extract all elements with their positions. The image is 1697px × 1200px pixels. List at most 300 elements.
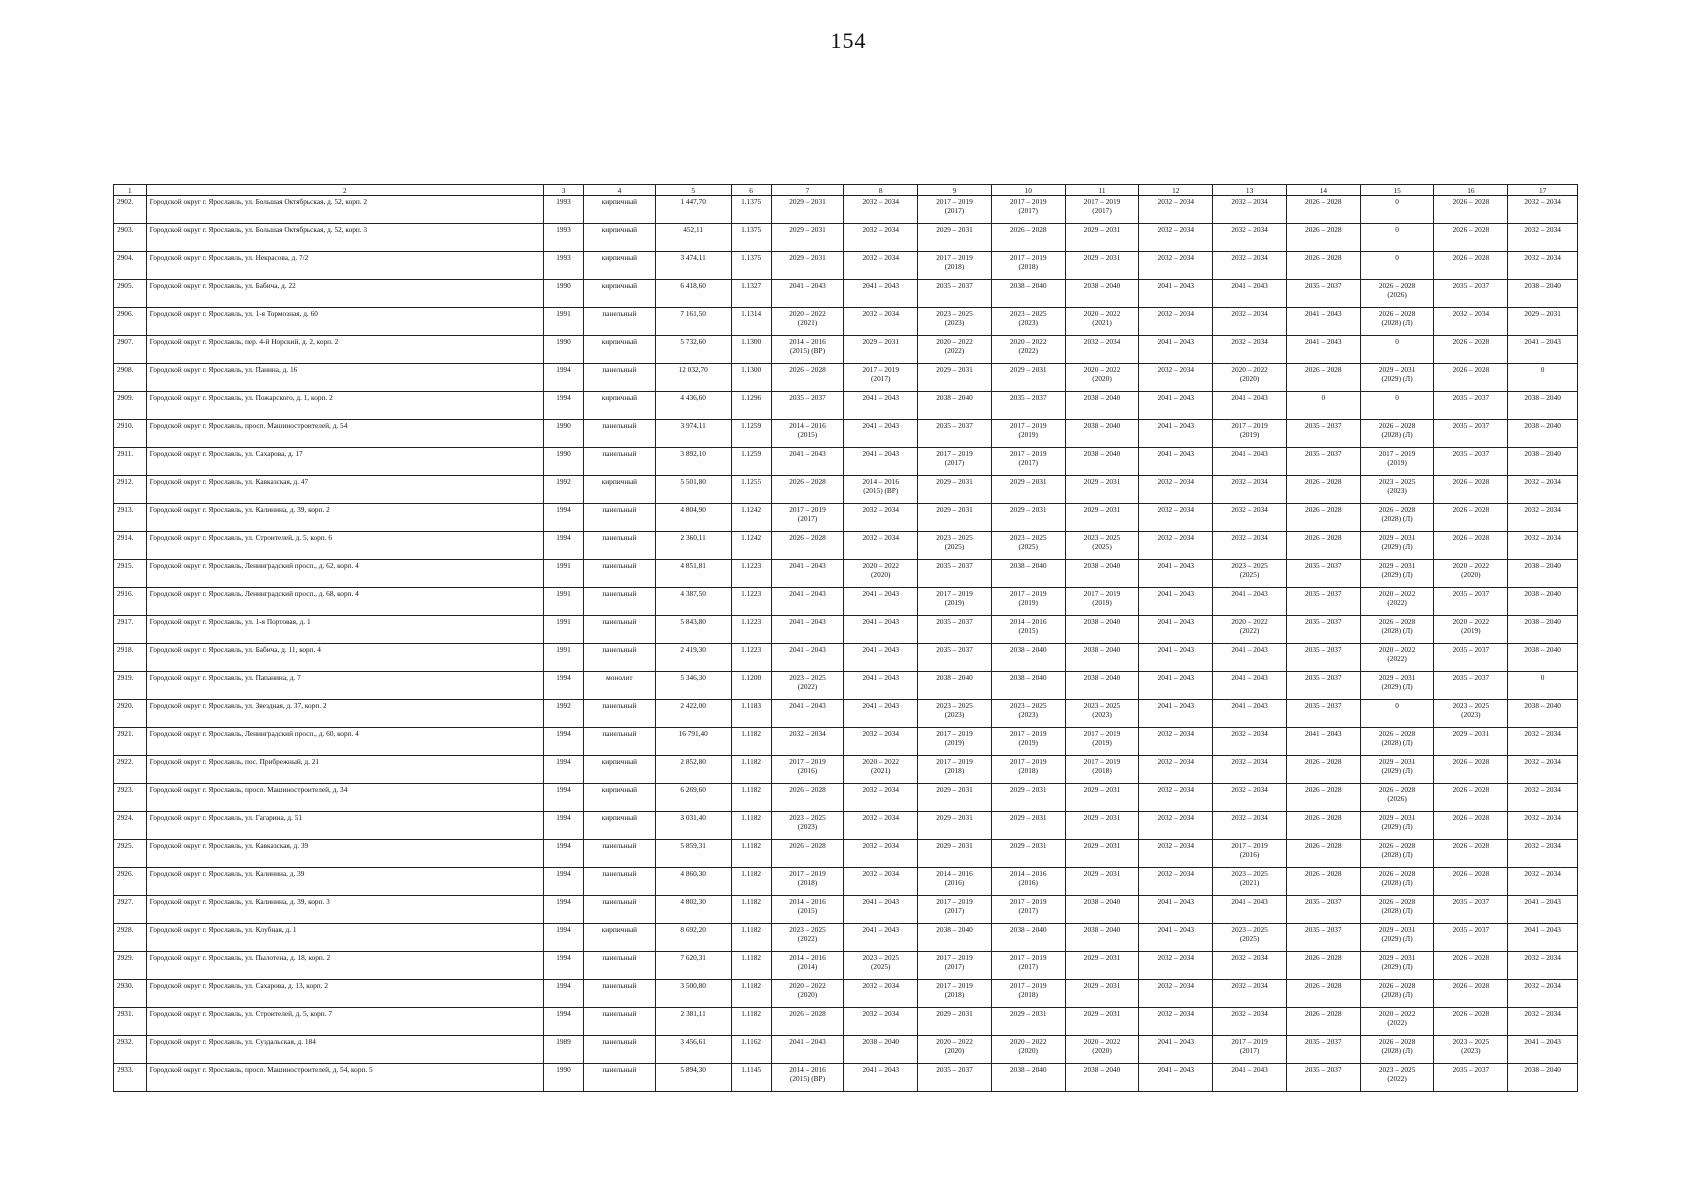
table-cell: 1991 [544,308,584,336]
address-cell: Городской округ г. Ярославль, ул. Сахарова, д. 13, корп. 2 [146,980,543,1008]
table-cell: панельный [584,896,656,924]
address-cell: Городской округ г. Ярославль, ул. Панина, д. 16 [146,364,543,392]
table-cell: 2023 – 2025 (2022) [771,924,844,952]
table-cell: 0 [1508,364,1578,392]
table-cell: 2035 – 2037 [1286,700,1360,728]
address-cell: Городской округ г. Ярославль, ул. Бабича, д. 11, корп. 4 [146,644,543,672]
address-cell: Городской округ г. Ярославль, просп. Машиностроителей, д. 34 [146,784,543,812]
table-cell: 2041 – 2043 [1213,644,1287,672]
table-cell: 1993 [544,196,584,224]
table-cell: 2020 – 2022 (2022) [1213,616,1287,644]
table-cell: 2026 – 2028 [1286,784,1360,812]
table-cell: 2038 – 2040 [918,392,992,420]
table-cell: 2038 – 2040 [844,1036,918,1064]
table-cell: 2014 – 2016 (2015) (ВР) [844,476,918,504]
table-cell: 5 501,80 [655,476,731,504]
table-cell: 2029 – 2031 [991,476,1065,504]
table-cell: 1.1200 [731,672,771,700]
table-row [114,896,1578,924]
table-cell: 2026 – 2028 (2028) (Л) [1360,896,1434,924]
table-cell: панельный [584,700,656,728]
table-row [114,980,1578,1008]
table-cell: кирпичный [584,224,656,252]
table-row [114,924,1578,952]
table-cell: 2020 – 2022 (2019) [1434,616,1508,644]
table-row [114,728,1578,756]
table-cell: 2026 – 2028 [1286,504,1360,532]
table-cell: панельный [584,420,656,448]
table-cell: 2014 – 2016 (2016) [918,868,992,896]
address-cell: Городской округ г. Ярославль, ул. Калинина, д. 39, корп. 2 [146,504,543,532]
table-cell: 0 [1360,224,1434,252]
table-cell: 0 [1360,336,1434,364]
table-cell: панельный [584,868,656,896]
table-cell: 2038 – 2040 [1508,588,1578,616]
table-cell: кирпичный [584,280,656,308]
address-cell: Городской округ г. Ярославль, ул. Калинина, д. 39, корп. 3 [146,896,543,924]
table-cell: 2023 – 2025 (2023) [771,812,844,840]
row-number-cell: 2919. [114,672,147,700]
table-row [114,868,1578,896]
table-cell: 2035 – 2037 [1434,896,1508,924]
table-cell: 2017 – 2019 (2019) [991,588,1065,616]
table-cell: 2017 – 2019 (2018) [771,868,844,896]
table-cell: 2026 – 2028 [771,784,844,812]
table-cell: 2017 – 2019 (2018) [918,756,992,784]
table-cell: 2032 – 2034 [844,504,918,532]
table-cell: 2026 – 2028 [771,1008,844,1036]
table-cell: 2038 – 2040 [991,924,1065,952]
table-row [114,812,1578,840]
table-cell: 1.1327 [731,280,771,308]
table-cell: 2032 – 2034 [1213,756,1287,784]
table-cell: 2029 – 2031 [1065,224,1139,252]
table-cell: 2023 – 2025 (2023) [918,308,992,336]
table-cell: 2017 – 2019 (2019) [991,728,1065,756]
table-cell: 2026 – 2028 [1286,840,1360,868]
table-cell: 2035 – 2037 [1286,896,1360,924]
table-cell: 1.1259 [731,420,771,448]
column-header: 15 [1360,185,1434,196]
table-cell: 2038 – 2040 [1508,644,1578,672]
header-row [114,185,1578,196]
table-cell: 2014 – 2016 (2014) [771,952,844,980]
column-header: 3 [544,185,584,196]
table-cell: 2032 – 2034 [1213,952,1287,980]
table-cell: 2026 – 2028 [1434,532,1508,560]
row-number-cell: 2910. [114,420,147,448]
table-cell: 2026 – 2028 [1286,364,1360,392]
table-cell: 2020 – 2022 (2021) [1065,308,1139,336]
page-number: 154 [830,28,867,53]
table-cell: 2029 – 2031 [1065,504,1139,532]
column-header: 9 [918,185,992,196]
table-cell: 2041 – 2043 [844,672,918,700]
table-cell: 2035 – 2037 [1286,420,1360,448]
row-number-cell: 2933. [114,1064,147,1092]
table-cell: 2038 – 2040 [991,672,1065,700]
table-row [114,196,1578,224]
table-cell: 2032 – 2034 [844,812,918,840]
row-number-cell: 2915. [114,560,147,588]
table-cell: 2014 – 2016 (2015) (ВР) [771,1064,844,1092]
address-cell: Городской округ г. Ярославль, ул. Некрасова, д. 7/2 [146,252,543,280]
table-cell: панельный [584,588,656,616]
table-cell: 0 [1360,392,1434,420]
table-cell: 1.1300 [731,364,771,392]
table-cell: 1994 [544,924,584,952]
table-cell: 2029 – 2031 (2029) (Л) [1360,812,1434,840]
table-cell: 2038 – 2040 [1508,560,1578,588]
table-cell: 2035 – 2037 [1286,588,1360,616]
table-cell: 2032 – 2034 [844,252,918,280]
table-cell: 2029 – 2031 (2029) (Л) [1360,952,1434,980]
table-cell: 2035 – 2037 [1434,448,1508,476]
table-row [114,252,1578,280]
table-row [114,224,1578,252]
row-number-cell: 2923. [114,784,147,812]
table-cell: 2017 – 2019 (2018) [918,252,992,280]
address-cell: Городской округ г. Ярославль, ул. Большая Октябрьская, д. 52, корп. 3 [146,224,543,252]
table-cell: 2041 – 2043 [1139,420,1213,448]
table-cell: 1.1162 [731,1036,771,1064]
table-cell: 1994 [544,504,584,532]
table-cell: 2029 – 2031 [1065,868,1139,896]
table-cell: 2026 – 2028 [771,840,844,868]
table-cell: 2041 – 2043 [1213,672,1287,700]
table-cell: кирпичный [584,392,656,420]
table-cell: 2029 – 2031 [991,364,1065,392]
table-row [114,364,1578,392]
table-cell: 2032 – 2034 [1434,308,1508,336]
table-cell: 2029 – 2031 [918,812,992,840]
table-cell: 1.1182 [731,924,771,952]
table-cell: 2041 – 2043 [1508,896,1578,924]
table-cell: 2035 – 2037 [918,616,992,644]
table-cell: 2032 – 2034 [1213,1008,1287,1036]
table-cell: 2029 – 2031 [1065,252,1139,280]
table-cell: панельный [584,448,656,476]
address-cell: Городской округ г. Ярославль, ул. Большая Октябрьская, д. 52, корп. 2 [146,196,543,224]
table-cell: 2026 – 2028 (2028) (Л) [1360,868,1434,896]
row-number-cell: 2914. [114,532,147,560]
table-cell: 2017 – 2019 (2018) [991,980,1065,1008]
table-cell: 2032 – 2034 [1065,336,1139,364]
table-cell: 3 500,80 [655,980,731,1008]
table-cell: 2026 – 2028 (2028) (Л) [1360,840,1434,868]
table-cell: 2 381,11 [655,1008,731,1036]
table-cell: 1.1182 [731,840,771,868]
column-header: 14 [1286,185,1360,196]
column-header: 11 [1065,185,1139,196]
table-cell: 2026 – 2028 [771,364,844,392]
table-cell: 0 [1360,700,1434,728]
table-cell: панельный [584,980,656,1008]
table-cell: 2038 – 2040 [1508,280,1578,308]
table-cell: 2041 – 2043 [844,588,918,616]
table-cell: 2 422,00 [655,700,731,728]
row-number-cell: 2913. [114,504,147,532]
table-cell: 2029 – 2031 [1065,784,1139,812]
table-cell: 2029 – 2031 (2029) (Л) [1360,560,1434,588]
table-cell: 2014 – 2016 (2016) [991,868,1065,896]
table-cell: 1994 [544,840,584,868]
table-cell: 2029 – 2031 [991,1008,1065,1036]
table-cell: 2032 – 2034 [1139,224,1213,252]
table-row [114,616,1578,644]
table-cell: 1.1182 [731,756,771,784]
table-cell: 2038 – 2040 [1065,616,1139,644]
table-cell: 2032 – 2034 [844,728,918,756]
table-cell: 1.1182 [731,980,771,1008]
table-cell: 2032 – 2034 [844,868,918,896]
column-header: 4 [584,185,656,196]
address-cell: Городской округ г. Ярославль, ул. Клубная, д. 1 [146,924,543,952]
table-cell: 2038 – 2040 [1508,392,1578,420]
table-cell: кирпичный [584,196,656,224]
address-cell: Городской округ г. Ярославль, ул. 1-я Портовая, д. 1 [146,616,543,644]
table-cell: панельный [584,616,656,644]
table-cell: 1994 [544,728,584,756]
table-cell: 2029 – 2031 [918,364,992,392]
table-cell: 6 269,60 [655,784,731,812]
table-cell: 2 360,11 [655,532,731,560]
table-cell: 2041 – 2043 [771,616,844,644]
table-row [114,672,1578,700]
table-row [114,952,1578,980]
table-cell: 2023 – 2025 (2025) [991,532,1065,560]
table-cell: 2041 – 2043 [1139,392,1213,420]
table-cell: 4 804,90 [655,504,731,532]
table-cell: панельный [584,1064,656,1092]
table-cell: 1991 [544,644,584,672]
table-cell: 2041 – 2043 [844,1064,918,1092]
table-cell: 2041 – 2043 [1139,448,1213,476]
table-cell: 2023 – 2025 (2025) [918,532,992,560]
table-row [114,784,1578,812]
table-cell: кирпичный [584,784,656,812]
row-number-cell: 2912. [114,476,147,504]
table-cell: 2020 – 2022 (2020) [771,980,844,1008]
table-cell: 2038 – 2040 [918,924,992,952]
row-number-cell: 2930. [114,980,147,1008]
address-cell: Городской округ г. Ярославль, Ленинградский просп., д. 62, корп. 4 [146,560,543,588]
table-cell: 452,11 [655,224,731,252]
address-cell: Городской округ г. Ярославль, Ленинградский просп., д. 68, корп. 4 [146,588,543,616]
table-cell: 2017 – 2019 (2017) [1213,1036,1287,1064]
table-cell: 7 620,31 [655,952,731,980]
table-cell: 1994 [544,868,584,896]
table-cell: 2032 – 2034 [1139,252,1213,280]
table-cell: 2038 – 2040 [1065,896,1139,924]
table-cell: 2017 – 2019 (2019) [1065,588,1139,616]
table-cell: 2032 – 2034 [844,224,918,252]
table-cell: 2032 – 2034 [1139,364,1213,392]
table-cell: панельный [584,364,656,392]
table-cell: 1992 [544,700,584,728]
table-cell: 1990 [544,336,584,364]
table-row [114,700,1578,728]
table-cell: 2029 – 2031 [991,784,1065,812]
table-cell: 2041 – 2043 [771,1036,844,1064]
table-cell: 2029 – 2031 [1065,952,1139,980]
table-row [114,420,1578,448]
row-number-cell: 2905. [114,280,147,308]
table-cell: 2029 – 2031 [771,252,844,280]
table-cell: 2038 – 2040 [918,672,992,700]
table-cell: панельный [584,728,656,756]
table-cell: 2041 – 2043 [1508,336,1578,364]
address-cell: Городской округ г. Ярославль, ул. Звездная, д. 37, корп. 2 [146,700,543,728]
column-header: 6 [731,185,771,196]
table-cell: 2017 – 2019 (2017) [991,896,1065,924]
table-cell: 2035 – 2037 [991,392,1065,420]
table-cell: 2032 – 2034 [1139,196,1213,224]
table-cell: 2038 – 2040 [1065,280,1139,308]
table-cell: 2 419,30 [655,644,731,672]
table-row [114,1036,1578,1064]
table-cell: 1991 [544,560,584,588]
address-cell: Городской округ г. Ярославль, ул. 1-я Тормозная, д. 60 [146,308,543,336]
table-cell: 2017 – 2019 (2019) [1360,448,1434,476]
table-row [114,392,1578,420]
table-cell: 2026 – 2028 [1286,224,1360,252]
address-cell: Городской округ г. Ярославль, просп. Машиностроителей, д. 54, корп. 5 [146,1064,543,1092]
table-cell: 2035 – 2037 [918,280,992,308]
table-cell: 1.1183 [731,700,771,728]
address-cell: Городской округ г. Ярославль, ул. Калинина, д. 39 [146,868,543,896]
table-cell: 2032 – 2034 [844,308,918,336]
column-header: 17 [1508,185,1578,196]
table-cell: 0 [1286,392,1360,420]
table-cell: 8 692,20 [655,924,731,952]
table-cell: 2029 – 2031 (2029) (Л) [1360,756,1434,784]
table-cell: 5 346,30 [655,672,731,700]
table-cell: 2023 – 2025 (2023) [918,700,992,728]
table-cell: 3 031,40 [655,812,731,840]
table-cell: 2017 – 2019 (2018) [1065,756,1139,784]
table-cell: 2023 – 2025 (2025) [1213,560,1287,588]
table-cell: 2017 – 2019 (2017) [918,196,992,224]
table-cell: 2029 – 2031 [1065,812,1139,840]
table-cell: 2038 – 2040 [1508,448,1578,476]
table-cell: 2014 – 2016 (2015) [771,420,844,448]
table-cell: 1994 [544,784,584,812]
table-cell: 2032 – 2034 [1139,476,1213,504]
address-cell: Городской округ г. Ярославль, ул. Строителей, д. 5, корп. 7 [146,1008,543,1036]
table-cell: 2035 – 2037 [1286,616,1360,644]
table-cell: 2017 – 2019 (2017) [844,364,918,392]
table-cell: 1994 [544,812,584,840]
table-cell: 2035 – 2037 [918,644,992,672]
table-cell: 2020 – 2022 (2020) [1434,560,1508,588]
address-cell: Городской округ г. Ярославль, ул. Суздальская, д. 184 [146,1036,543,1064]
table-cell: 1.1182 [731,868,771,896]
table-cell: 2041 – 2043 [1213,280,1287,308]
table-cell: 12 032,70 [655,364,731,392]
table-cell: 2023 – 2025 (2025) [1213,924,1287,952]
table-cell: 2017 – 2019 (2019) [918,728,992,756]
table-cell: 2038 – 2040 [1065,392,1139,420]
table-cell: монолит [584,672,656,700]
table-cell: 2041 – 2043 [1508,1036,1578,1064]
table-cell: 4 387,50 [655,588,731,616]
address-cell: Городской округ г. Ярославль, ул. Кавказская, д. 39 [146,840,543,868]
table-cell: 1.1182 [731,728,771,756]
table-cell: 2041 – 2043 [844,420,918,448]
table-cell: 2026 – 2028 [1434,980,1508,1008]
table-cell: 2014 – 2016 (2015) [991,616,1065,644]
table-cell: 2032 – 2034 [844,1008,918,1036]
table-cell: 2026 – 2028 [991,224,1065,252]
table-cell: кирпичный [584,756,656,784]
table-cell: 1990 [544,420,584,448]
table-cell: 1994 [544,756,584,784]
table-cell: 2020 – 2022 (2020) [1065,364,1139,392]
table-cell: 1990 [544,280,584,308]
table-cell: 2026 – 2028 [1434,756,1508,784]
table-cell: 2038 – 2040 [1508,616,1578,644]
table-cell: панельный [584,1036,656,1064]
table-cell: 2032 – 2034 [1213,196,1287,224]
table-cell: 2020 – 2022 (2020) [844,560,918,588]
table-cell: 0 [1360,196,1434,224]
table-cell: 2032 – 2034 [1508,504,1578,532]
housing-register-table [113,184,1578,1092]
table-cell: 2026 – 2028 [1434,784,1508,812]
table-cell: 6 418,60 [655,280,731,308]
table-cell: 2029 – 2031 [991,812,1065,840]
table-cell: 2041 – 2043 [1213,588,1287,616]
table-cell: 2026 – 2028 [1286,196,1360,224]
table-cell: 2032 – 2034 [1508,812,1578,840]
table-cell: 2041 – 2043 [771,700,844,728]
table-cell: 2026 – 2028 [1434,952,1508,980]
row-number-cell: 2902. [114,196,147,224]
table-cell: 2026 – 2028 [1434,1008,1508,1036]
table-cell: 2023 – 2025 (2025) [1065,532,1139,560]
table-cell: кирпичный [584,812,656,840]
row-number-cell: 2924. [114,812,147,840]
table-cell: 2017 – 2019 (2017) [771,504,844,532]
table-cell: 2029 – 2031 [1065,476,1139,504]
table-cell: 2020 – 2022 (2022) [918,336,992,364]
table-cell: кирпичный [584,252,656,280]
table-cell: 2041 – 2043 [844,448,918,476]
table-cell: 2023 – 2025 (2023) [991,308,1065,336]
table-cell: 2032 – 2034 [1213,728,1287,756]
table-cell: 2026 – 2028 [1434,364,1508,392]
table-cell: 2026 – 2028 (2028) (Л) [1360,616,1434,644]
table-cell: 2038 – 2040 [1065,672,1139,700]
table-cell: 2020 – 2022 (2022) [1360,644,1434,672]
column-header: 12 [1139,185,1213,196]
table-row [114,532,1578,560]
table-cell: 2029 – 2031 [918,504,992,532]
table-cell: 2029 – 2031 (2029) (Л) [1360,364,1434,392]
table-cell: 1994 [544,980,584,1008]
table-cell: 2026 – 2028 [771,532,844,560]
table-cell: 16 791,40 [655,728,731,756]
table-cell: 2029 – 2031 [991,840,1065,868]
table-cell: 2035 – 2037 [1434,1064,1508,1092]
table-cell: 2026 – 2028 [1434,336,1508,364]
table-cell: 2023 – 2025 (2022) [1360,1064,1434,1092]
table-cell: 1.1314 [731,308,771,336]
table-cell: 2035 – 2037 [1286,924,1360,952]
table-cell: 2026 – 2028 (2028) (Л) [1360,1036,1434,1064]
address-cell: Городской округ г. Ярославль, ул. Пожарского, д. 1, корп. 2 [146,392,543,420]
